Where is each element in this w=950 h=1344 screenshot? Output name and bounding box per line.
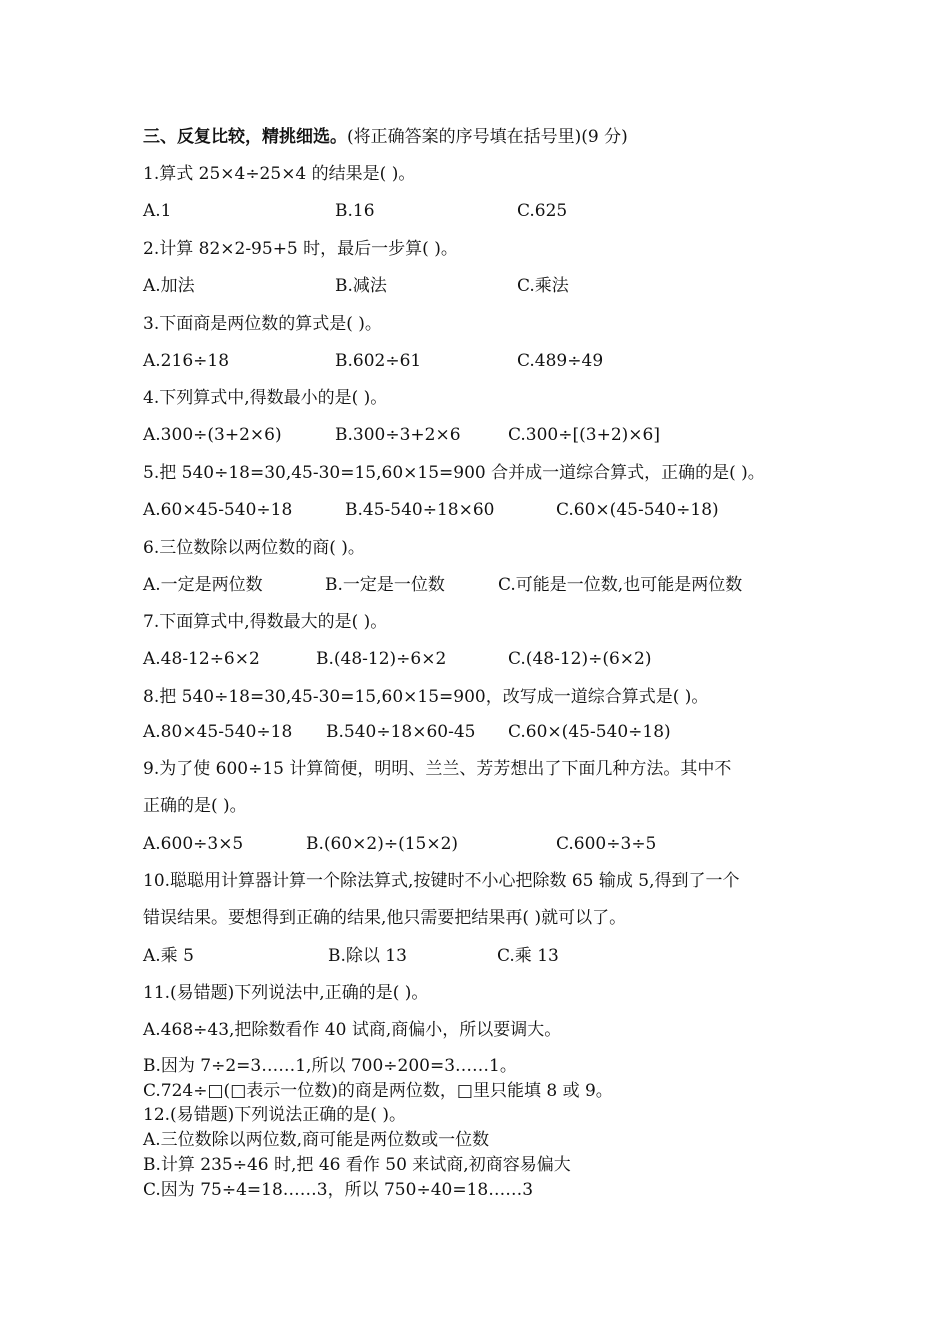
section-instruction: (将正确答案的序号填在括号里)(9 分) xyxy=(347,127,628,147)
question-12-option-a: A.三位数除以两位数,商可能是两位数或一位数 xyxy=(143,1130,490,1150)
question-2-option-a: A.加法 xyxy=(143,276,195,296)
question-5-option-a: A.60×45-540÷18 xyxy=(143,500,293,520)
section-heading xyxy=(143,126,628,148)
question-4-stem: 4.下列算式中,得数最小的是( )。 xyxy=(143,388,388,408)
question-11-option-b: B.因为 7÷2=3……1,所以 700÷200=3……1。 xyxy=(143,1056,517,1076)
question-4-option-b: B.300÷3+2×6 xyxy=(335,425,461,445)
question-3-option-a: A.216÷18 xyxy=(143,351,230,371)
question-10-stem-continued: 错误结果。要想得到正确的结果,他只需要把结果再( )就可以了。 xyxy=(143,908,627,928)
question-9-stem-continued: 正确的是( )。 xyxy=(143,796,247,816)
question-2-option-b: B.减法 xyxy=(335,276,387,296)
question-6-stem: 6.三位数除以两位数的商( )。 xyxy=(143,538,365,558)
question-7-stem: 7.下面算式中,得数最大的是( )。 xyxy=(143,612,388,632)
question-11-option-c: C.724÷□(□表示一位数)的商是两位数，□里只能填 8 或 9。 xyxy=(143,1081,613,1101)
question-2-stem: 2.计算 82×2-95+5 时，最后一步算( )。 xyxy=(143,239,458,259)
question-9-option-c: C.600÷3÷5 xyxy=(556,834,657,854)
question-12-option-b: B.计算 235÷46 时,把 46 看作 50 来试商,初商容易偏大 xyxy=(143,1155,571,1175)
question-6-option-c: C.可能是一位数,也可能是两位数 xyxy=(498,575,743,595)
question-11-stem: 11.(易错题)下列说法中,正确的是( )。 xyxy=(143,983,429,1003)
question-5-stem: 5.把 540÷18=30,45-30=15,60×15=900 合并成一道综合算式，正确的是( )。 xyxy=(143,463,765,483)
question-12-stem: 12.(易错题)下列说法正确的是( )。 xyxy=(143,1105,406,1125)
question-10-option-b: B.除以 13 xyxy=(328,946,407,966)
question-3-stem: 3.下面商是两位数的算式是( )。 xyxy=(143,314,382,334)
question-1-option-c: C.625 xyxy=(517,201,568,221)
question-5-option-b: B.45-540÷18×60 xyxy=(345,500,495,520)
question-11-option-a: A.468÷43,把除数看作 40 试商,商偏小，所以要调大。 xyxy=(143,1020,562,1040)
question-10-option-a: A.乘 5 xyxy=(143,946,194,966)
question-6-option-a: A.一定是两位数 xyxy=(143,575,263,595)
question-7-option-a: A.48-12÷6×2 xyxy=(143,649,260,669)
question-9-option-b: B.(60×2)÷(15×2) xyxy=(306,834,459,854)
question-8-option-b: B.540÷18×60-45 xyxy=(326,722,476,742)
question-8-stem: 8.把 540÷18=30,45-30=15,60×15=900，改写成一道综合算式是( )。 xyxy=(143,687,709,707)
question-4-option-c: C.300÷[(3+2)×6] xyxy=(508,425,660,445)
section-title: 三、反复比较，精挑细选。 xyxy=(143,127,347,147)
question-12-option-c: C.因为 75÷4=18……3，所以 750÷40=18……3 xyxy=(143,1180,534,1200)
question-3-option-c: C.489÷49 xyxy=(517,351,604,371)
question-4-option-a: A.300÷(3+2×6) xyxy=(143,425,282,445)
question-10-stem: 10.聪聪用计算器计算一个除法算式,按键时不小心把除数 65 输成 5,得到了一个 xyxy=(143,871,740,891)
question-8-option-a: A.80×45-540÷18 xyxy=(143,722,293,742)
question-7-option-b: B.(48-12)÷6×2 xyxy=(316,649,447,669)
question-1-stem: 1.算式 25×4÷25×4 的结果是( )。 xyxy=(143,164,416,184)
question-6-option-b: B.一定是一位数 xyxy=(325,575,445,595)
question-9-stem: 9.为了使 600÷15 计算简便，明明、兰兰、芳芳想出了下面几种方法。其中不 xyxy=(143,759,732,779)
question-8-option-c: C.60×(45-540÷18) xyxy=(508,722,671,742)
question-5-option-c: C.60×(45-540÷18) xyxy=(556,500,719,520)
question-10-option-c: C.乘 13 xyxy=(497,946,559,966)
question-2-option-c: C.乘法 xyxy=(517,276,569,296)
question-3-option-b: B.602÷61 xyxy=(335,351,422,371)
question-7-option-c: C.(48-12)÷(6×2) xyxy=(508,649,652,669)
question-9-option-a: A.600÷3×5 xyxy=(143,834,244,854)
question-1-option-a: A.1 xyxy=(143,201,172,221)
question-1-option-b: B.16 xyxy=(335,201,375,221)
